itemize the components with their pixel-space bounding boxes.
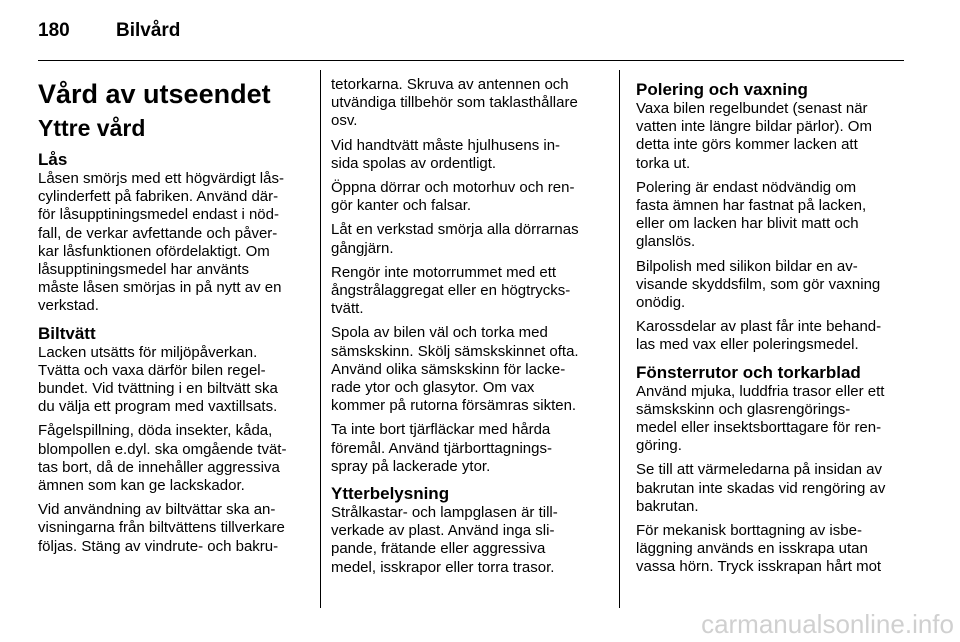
text-line: medel, isskrapor eller torra trasor. [331,558,555,576]
text-line: Lacken utsätts för miljöpåverkan. [38,343,258,361]
text-line: sämskskinn och glasrengörings- [636,400,851,418]
text-line: gångjärn. [331,239,394,257]
text-line: låsupptiningsmedel har använts [38,261,249,279]
paragraph [38,501,310,556]
text-line: Karossdelar av plast får inte behand- [636,318,882,336]
header-rule [38,60,904,61]
chapter-title: Vård av utseendet [38,79,271,109]
text-line: Rengör inte motorrummet med ett [331,263,557,281]
text-line: Öppna dörrar och motorhuv och ren- [331,179,575,197]
page-number: 180 [38,20,70,41]
text-line: Tvätta och vaxa därför bilen regel- [38,361,266,379]
text-line: pande, frätande eller aggressiva [331,540,546,558]
paragraph [636,258,908,313]
text-line: Låsen smörjs med ett högvärdigt lås- [38,170,284,187]
column-3 [636,76,908,583]
text-line: Ta inte bort tjärfläckar med hårda [331,421,551,439]
paragraph [331,76,613,131]
paragraph [331,264,613,319]
text-line: spray på lackerade ytor. [331,457,491,475]
text-line: Se till att värmeledarna på insidan av [636,461,882,479]
text-line: Låt en verkstad smörja alla dörrarnas [331,221,579,239]
text-line: Vid användning av biltvättar ska an- [38,501,276,519]
text-line: fall, de verkar avfettande och påver- [38,224,278,242]
text-line: sämskskinn. Skölj sämskskinnet ofta. [331,342,579,360]
text-line: Bilpolish med silikon bildar en av- [636,257,858,275]
paragraph [38,422,310,495]
text-line: vatten inte längre bildar pärlor). Om [636,118,872,136]
text-line: måste låsen smörjas in på nytt av en [38,279,282,297]
chapter-subtitle: Yttre vård [38,115,146,141]
section-polering [636,80,908,355]
text-line: ångstrålaggregat eller en högtrycks- [331,282,571,300]
paragraph [636,383,908,456]
text-line: tas bort, då de innehåller aggressiva [38,458,280,476]
section-heading: Polering och vaxning [636,80,808,99]
text-line: blompollen e.dyl. ska omgående tvät- [38,440,287,458]
paragraph [636,522,908,577]
section-title: Bilvård [116,20,181,41]
text-line: ämnen som kan ge lackskador. [38,477,245,495]
text-line: Använd olika sämskskinn för lacke- [331,360,566,378]
paragraph [636,318,908,354]
text-line: du välja ett program med vaxtillsats. [38,398,278,416]
column-1 [38,68,310,562]
text-line: Vid handtvätt måste hjulhusens in- [331,136,561,154]
text-line: Fågelspillning, döda insekter, kåda, [38,422,273,440]
text-line: medel eller insektsborttagare för ren- [636,419,882,437]
section-ytterbelysning [331,484,613,577]
paragraph [331,137,613,173]
text-line: Spola av bilen väl och torka med [331,324,548,342]
text-line: eller om lacken har blivit matt och [636,215,859,233]
paragraph [331,221,613,257]
text-line: las med vax eller poleringsmedel. [636,336,859,354]
text-line: fasta ämnen har fastnat på lacken, [636,197,867,215]
section-fonsterrutor [636,363,908,577]
paragraph [38,170,310,316]
paragraph [331,421,613,476]
text-line: utvändiga tillbehör som taklasthållare [331,94,578,112]
text-line: För mekanisk borttagning av isbe- [636,522,862,540]
text-line: torka ut. [636,154,691,172]
paragraph [331,179,613,215]
section-heading: Fönsterrutor och torkarblad [636,362,861,382]
text-line: detta inte görs kommer lacken att [636,136,858,154]
section-heading: Ytterbelysning [331,484,450,504]
text-line: bundet. Vid tvättning i en biltvätt ska [38,380,278,398]
paragraph [331,324,613,415]
text-line: bakrutan inte skadas vid rengöring av [636,479,886,497]
text-line: verkade av plast. Använd inga sli- [331,522,555,540]
text-line: följas. Stäng av vindrute- och bakru- [38,537,279,555]
text-line: kommer på rutorna försämras sikten. [331,397,577,415]
text-line: visningarna från biltvättens tillverkare [38,519,285,537]
text-line: tetorkarna. Skruva av antennen och [331,76,569,93]
text-line: för låsupptiningsmedel endast i nöd- [38,206,279,224]
text-line: Vaxa bilen regelbundet (senast när [636,100,868,117]
watermark: carmanualsonline.info [701,609,954,639]
text-line: sida spolas av ordentligt. [331,154,497,172]
text-line: osv. [331,112,358,130]
text-line: gör kanter och falsar. [331,197,472,215]
text-line: göring. [636,437,682,455]
text-line: Polering är endast nödvändig om [636,178,857,196]
text-line: kar låsfunktionen ofördelaktigt. Om [38,242,270,260]
text-line: föremål. Använd tjärborttagnings- [331,439,552,457]
text-line: rade ytor och glasytor. Om vax [331,379,535,397]
text-line: Använd mjuka, luddfria trasor eller ett [636,382,885,400]
text-line: vassa hörn. Tryck isskrapan hårt mot [636,558,882,576]
column-divider-2 [619,70,620,608]
text-line: verkstad. [38,297,99,315]
column-divider-1 [320,70,321,608]
text-line: visande skyddsfilm, som gör vaxning [636,275,881,293]
paragraph [331,504,613,577]
paragraph [636,179,908,252]
paragraph [38,344,310,417]
text-line: onödig. [636,294,686,312]
text-line: bakrutan. [636,497,699,515]
paragraph [636,100,908,173]
text-line: glanslös. [636,233,696,251]
section-las [38,150,310,316]
section-biltvatt [38,324,310,556]
paragraph [636,461,908,516]
column-2 [331,76,613,583]
text-line: Strålkastar- och lampglasen är till- [331,504,558,522]
text-line: cylinderfett på fabriken. Använd där- [38,188,279,206]
section-heading: Lås [38,150,68,169]
text-line: läggning används en isskrapa utan [636,540,868,558]
section-heading: Biltvätt [38,323,96,343]
text-line: tvätt. [331,300,364,318]
